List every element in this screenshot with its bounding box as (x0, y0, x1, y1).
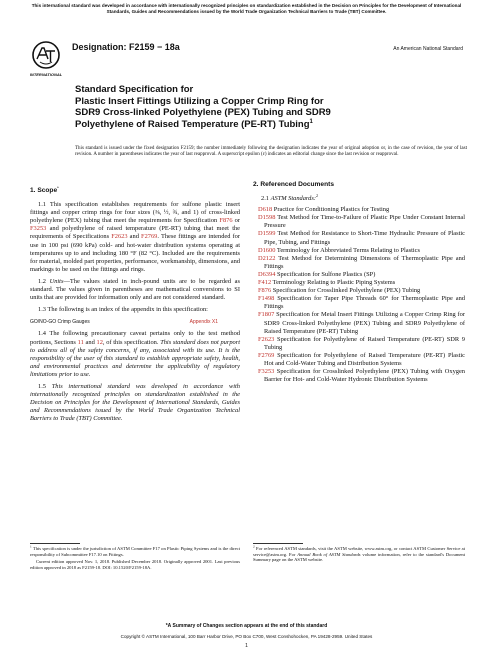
paragraph-1-1 (30, 201, 240, 274)
reference-title: Specification for Sulfone Plastics (SP) (275, 270, 376, 278)
text: This standard does not purport to address all of the safety concerns, if any, associated with its use. It is the responsibility of the user of this standard to establish appropriate safety, health, and environmental practices and determine the applicability of regulatory limitations prior to use. (30, 338, 240, 378)
reference-title: Specification for Polyethylene of Raised Temperature (PE-RT) Plastic Hot and Cold-Water Tubing and Distribution Systems (264, 351, 465, 367)
reference-item (253, 255, 465, 271)
reference-item (253, 247, 465, 255)
reference-code-link[interactable]: D1599 (258, 230, 276, 238)
footnote-rule (253, 543, 303, 544)
scope-heading-mark: * (57, 184, 59, 190)
reference-item (253, 368, 465, 384)
title-line: Plastic Insert Fittings Utilizing a Copper Crimp Ring for (75, 95, 324, 107)
reference-code-link[interactable]: F2623 (258, 335, 275, 343)
right-column (253, 171, 465, 384)
title-line-text: Polyethylene of Raised Temperature (PE-RT) Tubing (75, 118, 310, 130)
reference-code-link[interactable]: D1600 (258, 246, 276, 254)
national-standard-label: An American National Standard (393, 46, 463, 52)
reference-title: Test Method for Resistance to Short-Time Hydraulic Pressure of Plastic Pipe, Tubing, and Fittings (264, 230, 465, 246)
link-appendix-x1[interactable]: Appendix X1 (189, 319, 218, 326)
appendix-index (30, 318, 218, 326)
reference-code-link[interactable]: F2769 (258, 351, 275, 359)
appendix-index-label: GO/NO-GO Crimp Gauges (30, 319, 90, 326)
reference-item (253, 287, 465, 295)
reference-list (253, 206, 465, 384)
reference-code-link[interactable]: F1498 (258, 295, 275, 303)
text: This specification is under the jurisdiction of ASTM Committee F17 on Plastic Piping Systems and is the direct responsibility of Subcommittee F17.10 on Fittings. (30, 546, 240, 557)
text: —The values stated in inch-pound units are to be regarded as standard. The values given in parentheses are mathematical conversions to SI units that are provided for information only and are not considered standard. (30, 277, 240, 302)
title-line (75, 119, 435, 131)
text: . These fittings are intended for use in 100 psi (690 kPa) cold- and hot-water distribution systems operating at temperatures up to and including 180 °F (82 °C). Included are the requirements for material, molded part properties, performance, workmanship, dimensions, and markings to be used on the fittings and rings. (30, 233, 240, 273)
reference-item (253, 279, 465, 287)
footnote-mark: 2 (253, 544, 255, 549)
reference-code-link[interactable]: F1807 (258, 311, 275, 319)
footnotes-right (253, 543, 465, 563)
text: and polyethylene of raised temperature (PE-RT) tubing that meet the requirements of Specifications (30, 225, 240, 241)
text: ASTM Standards: (270, 195, 316, 203)
astm-logo (30, 40, 62, 80)
link-section-11[interactable]: 11 (77, 338, 84, 346)
astm-standards-label (253, 192, 465, 203)
text: and (127, 233, 142, 241)
reference-title: Specification for Polyethylene of Raised Temperature (PE-RT) SDR 9 Tubing (264, 335, 465, 351)
reference-title: Test Method for Determining Dimensions of Thermoplastic Pipe and Fittings (264, 254, 465, 270)
document-title (75, 84, 435, 130)
astm-footnote-mark: 2 (315, 192, 318, 198)
text: volume information, refer to the standard's Document Summary page on the ASTM website. (253, 551, 465, 563)
text: 1.1 This specification establishes requirements for sulfone plastic insert fittings and copper crimp rings for four sizes (⅜, ½, ¾, and 1) of cross-linked polyethylene (PEX) tubing that meet the requirements for Specification (30, 201, 240, 225)
scope-heading-text: 1. Scope (30, 187, 58, 194)
reference-title: Terminology Relating to Plastic Piping Systems (271, 279, 396, 287)
reference-title: Practice for Conditioning Plastics for Testing (272, 206, 390, 214)
title-footnote-mark: 1 (309, 118, 313, 125)
reference-item (253, 352, 465, 368)
reference-code-link[interactable]: D618 (258, 206, 273, 214)
footnote-mark: 1 (30, 544, 32, 549)
text: 1.2 (38, 277, 50, 285)
text: , of this specification. (102, 338, 161, 346)
paragraph-1-3: 1.3 The following is an index of the appendix in this specification: (38, 306, 208, 314)
link-f876[interactable]: F876 (219, 217, 233, 225)
reference-code-link[interactable]: D6394 (258, 270, 276, 278)
title-line: Standard Specification for (75, 84, 194, 95)
scope-heading (30, 184, 240, 195)
footnote-1 (30, 546, 240, 557)
paragraph-1-5 (30, 383, 240, 423)
paragraph-1-4 (30, 330, 240, 379)
text: or (232, 217, 241, 225)
title-line: SDR9 Cross-linked Polyethylene (PEX) Tubing and SDR9 (75, 107, 331, 119)
reference-code-link[interactable]: D2122 (258, 254, 276, 262)
logo-text: INTERNATIONAL (30, 72, 62, 77)
reference-item (253, 336, 465, 352)
reference-code-link[interactable]: F876 (258, 287, 272, 295)
astm-logo-icon (30, 40, 62, 80)
text: 1.4 The following precautionary caveat pertains only to the test method portions, Sections (30, 330, 240, 346)
text: 1.5 (38, 382, 52, 390)
copyright: Copyright © ASTM International, 100 Barr Harbor Drive, PO Box C700, West Conshohocken, PA 19428-2959. United States (120, 634, 373, 639)
reference-code-link[interactable]: D1598 (258, 214, 276, 222)
reference-item (253, 214, 465, 230)
summary-of-changes-note: *A Summary of Changes section appears at the end of this standard (165, 623, 328, 629)
link-f3253[interactable]: F3253 (30, 225, 47, 233)
referenced-heading: 2. Referenced Documents (253, 181, 334, 188)
text: This international standard was developed in accordance with internationally recognized principles on standardization established in the Decision on Principles for the Development of International Standards, Guides and Recommendations issued by the World Trade Organization Technical Barriers to Trade (TBT) Committee. (30, 382, 240, 423)
text: For referenced ASTM standards, visit the ASTM website, www.astm.org, or contact ASTM Customer Service at service@astm.org. For (253, 546, 465, 557)
top-notice: This international standard was developed in accordance with internationally recognized principles on standardization established in the Decision on Principles for the Development of International Standards, Guides and Recommendations issued by the World Trade Organization Technical Barriers to Trade (TBT) Committee. (31, 3, 462, 14)
reference-item (253, 295, 465, 311)
reference-code-link[interactable]: F3253 (258, 368, 275, 376)
reference-title: Specification for Crosslinked Polyethylene (PEX) Tubing (271, 287, 421, 295)
reference-item (253, 206, 465, 214)
link-f2769[interactable]: F2769 (141, 233, 158, 241)
footnote-rule (30, 543, 80, 544)
units-term: Units (49, 277, 64, 285)
footnotes-left (30, 543, 240, 571)
reference-item (253, 271, 465, 279)
reference-title: Specification for Crosslinked Polyethylene (PEX) Tubing with Oxygen Barrier for Hot- and Cold-Water Hydronic Distribution Systems (264, 368, 465, 384)
link-f2623[interactable]: F2623 (111, 233, 128, 241)
text: and (83, 338, 97, 346)
reference-code-link[interactable]: F412 (258, 279, 272, 287)
footnote-2 (253, 546, 465, 563)
reference-title: Specification for Metal Insert Fittings Utilizing a Copper Crimp Ring for SDR9 Cross-linked Polyethylene (PEX) Tubing and SDR9 Polyethylene of Raised Temperature (PE-RT) Tubing (264, 311, 465, 335)
reference-title: Test Method for Time-to-Failure of Plastic Pipe Under Constant Internal Pressure (264, 214, 465, 230)
reference-title: Terminology for Abbreviated Terms Relating to Plastics (275, 246, 420, 254)
left-column (30, 181, 240, 427)
paragraph-1-2 (30, 278, 240, 302)
reference-item (253, 311, 465, 335)
footnote-1-edition: Current edition approved Nov. 1, 2018. Published December 2018. Originally approved 2001. Last previous edition approved in 2018 as F2159-18. DOI: 10.1520/F2159-18A. (30, 559, 240, 571)
page-number: 1 (245, 643, 248, 649)
text: Annual Book of ASTM Standards (297, 551, 361, 557)
reference-title: Specification for Taper Pipe Threads 60° for Thermoplastic Pipe and Fittings (264, 295, 465, 311)
issued-note: This standard is issued under the fixed designation F2159; the number immediately following the designation indicates the year of original adoption or, in the case of revision, the year of last revision. A number in parentheses indicates the year of last reapproval. A superscript epsilon (ε) indicates an editorial change since the last revision or reapproval. (75, 146, 467, 158)
text: 2.1 (261, 195, 271, 203)
designation: Designation: F2159 − 18a (72, 42, 180, 52)
reference-item (253, 230, 465, 246)
link-section-12[interactable]: 12 (96, 338, 103, 346)
